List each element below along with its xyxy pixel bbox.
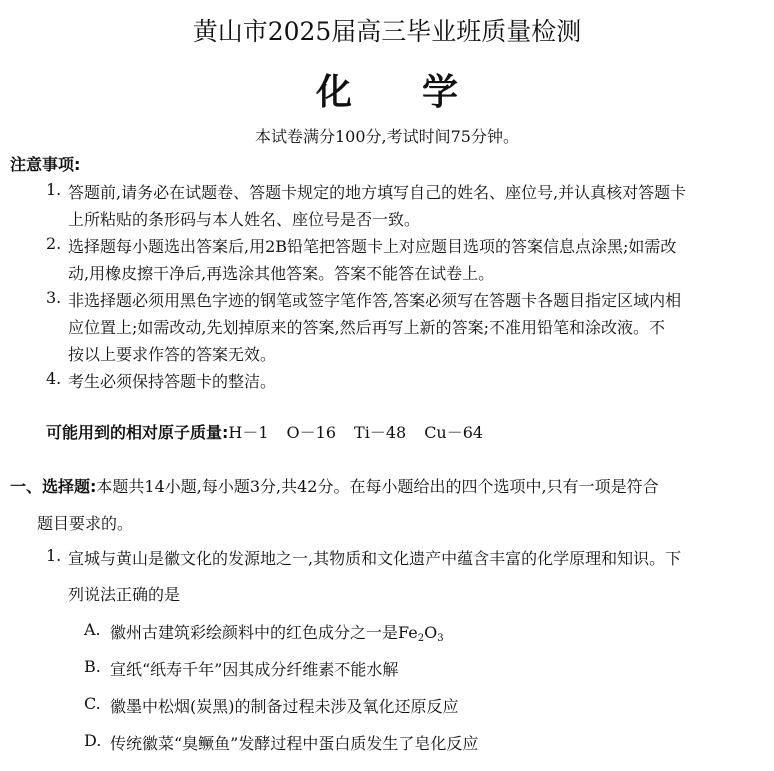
option-b-text: 宣纸“纸寿千年”因其成分纤维素不能水解 — [110, 660, 399, 679]
section-heading — [10, 474, 659, 497]
page-title: 黄山市2025届高三毕业班质量检测 — [192, 17, 582, 46]
notice-item-text: 动,用橡皮擦干净后,再选涂其他答案。答案不能答在试卷上。 — [68, 264, 495, 283]
notice-item-text: 按以上要求作答的答案无效。 — [68, 345, 277, 364]
option-letter: C. — [84, 694, 101, 713]
option-d-text: 传统徽菜“臭鳜鱼”发酵过程中蛋白质发生了皂化反应 — [110, 734, 479, 753]
atomic-mass-value: O－16 — [286, 423, 337, 442]
notice-item-number: 1. — [46, 180, 62, 199]
section-label: 一、选择题: — [10, 477, 97, 496]
notice-item-text: 选择题每小题选出答案后,用2B铅笔把答题卡上对应题目选项的答案信息点涂黑;如需改 — [68, 237, 677, 256]
atomic-masses-label: 可能用到的相对原子质量: — [46, 423, 229, 442]
question-number: 1. — [46, 546, 62, 565]
option-letter: D. — [84, 731, 102, 750]
option-text: 徽州古建筑彩绘颜料中的红色成分之一是 — [110, 623, 399, 642]
notice-item-number: 4. — [46, 369, 62, 388]
option-letter: A. — [84, 620, 101, 639]
atomic-mass-value: Cu－64 — [424, 423, 484, 442]
atomic-mass-value: H－1 — [228, 423, 269, 442]
question-stem: 列说法正确的是 — [68, 585, 181, 604]
option-letter: B. — [84, 657, 101, 676]
notice-item-text: 上所粘贴的条形码与本人姓名、座位号是否一致。 — [68, 210, 421, 229]
option-c-text: 徽墨中松烟(炭黑)的制备过程未涉及氧化还原反应 — [110, 697, 459, 716]
atomic-mass-value: Ti－48 — [354, 423, 407, 442]
option-a-text — [110, 620, 444, 644]
notice-heading: 注意事项: — [10, 155, 81, 174]
notice-item-text: 非选择题必须用黑色字迹的钢笔或签字笔作答,答案必须写在答题卡各题目指定区域内相 — [68, 291, 682, 310]
chemical-formula: $Fe_2O_3$ — [398, 623, 444, 644]
notice-item-number: 3. — [46, 288, 62, 307]
notice-item-number: 2. — [46, 234, 62, 253]
question-stem: 宣城与黄山是徽文化的发源地之一,其物质和文化遗产中蕴含丰富的化学原理和知识。下 — [68, 549, 682, 568]
subject-title: 化学 — [315, 71, 528, 113]
atomic-masses — [46, 420, 501, 443]
section-text-continued: 题目要求的。 — [37, 514, 134, 533]
notice-item-text: 考生必须保持答题卡的整洁。 — [68, 372, 277, 391]
notice-item-text: 答题前,请务必在试题卷、答题卡规定的地方填写自己的姓名、座位号,并认真核对答题卡 — [68, 183, 687, 202]
exam-info: 本试卷满分100分,考试时间75分钟。 — [255, 127, 519, 146]
section-text: 本题共14小题,每小题3分,共42分。在每小题给出的四个选项中,只有一项是符合 — [96, 477, 659, 496]
notice-item-text: 应位置上;如需改动,先划掉原来的答案,然后再写上新的答案;不准用铅笔和涂改液。不 — [68, 318, 665, 337]
